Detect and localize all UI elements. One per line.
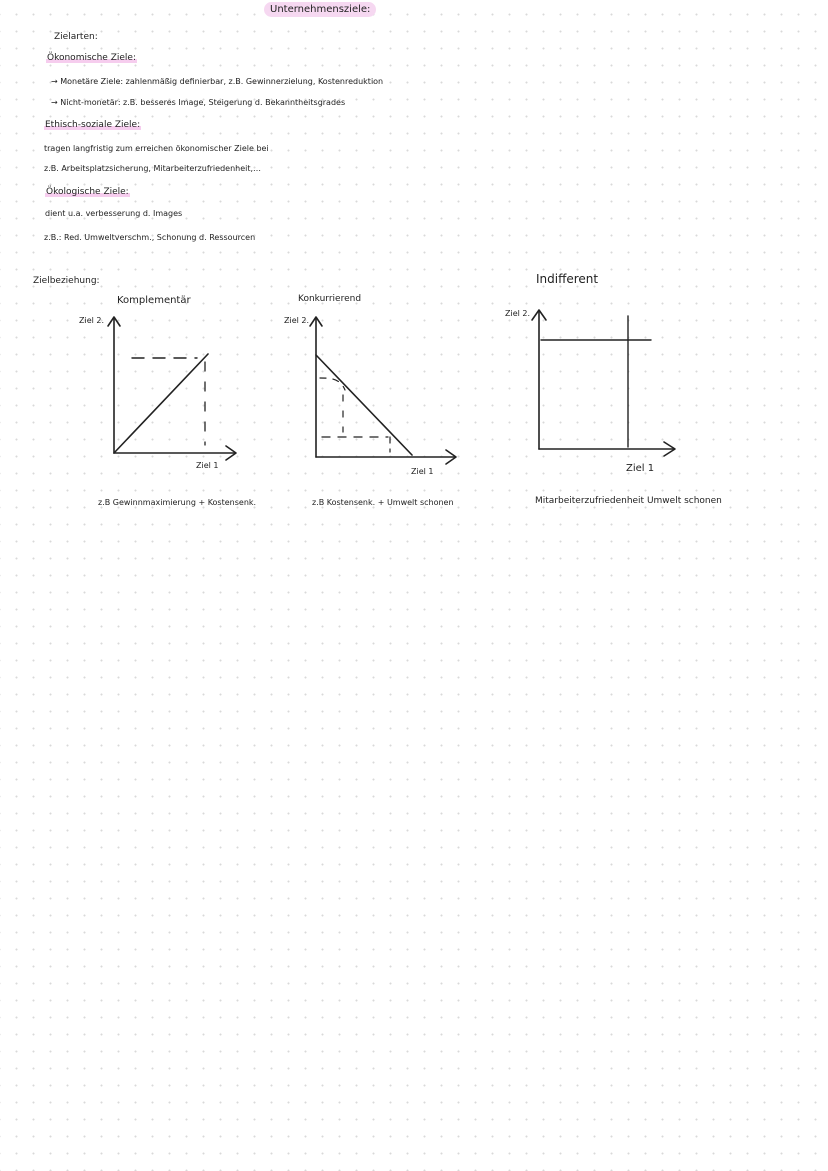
zielbeziehung-heading: Zielbeziehung: <box>33 276 100 286</box>
oekologische-ziele-heading: Ökologische Ziele: <box>46 187 129 197</box>
oekonomische-ziele-heading: Ökonomische Ziele: <box>47 53 136 63</box>
graph-indifferent-y-label: Ziel 2. <box>505 309 531 318</box>
graph-komplementaer-y-label: Ziel 2. <box>79 316 105 325</box>
graph-konkurrierend-x-label: Ziel 1 <box>411 467 434 476</box>
oekologisch-line-1: dient u.a. verbesserung d. Images <box>45 209 183 218</box>
graph-konkurrierend-y-label: Ziel 2. <box>284 316 310 325</box>
nicht-monetaere-ziele-item: → Nicht-monetär: z.B. besseres Image, Steigerung d. Bekanntheitsgrades <box>51 98 346 107</box>
graph-konkurrierend-title: Konkurrierend <box>298 294 362 304</box>
oekologisch-line-2: z.B.: Red. Umweltverschm., Schonung d. Ressourcen <box>44 233 256 242</box>
monetaere-ziele-item: → Monetäre Ziele: zahlenmäßig definierbar, z.B. Gewinnerzielung, Kostenreduktion <box>51 77 384 86</box>
ethisch-soziale-ziele-heading: Ethisch-soziale Ziele: <box>45 120 141 130</box>
graph-indifferent-title: Indifferent <box>536 272 599 286</box>
zielarten-heading: Zielarten: <box>54 32 98 42</box>
graph-indifferent-example: Mitarbeiterzufriedenheit Umwelt schonen <box>535 496 722 506</box>
graph-komplementaer-x-label: Ziel 1 <box>196 461 219 470</box>
ethisch-line-1: tragen langfristig zum erreichen ökonomischer Ziele bei <box>44 144 269 153</box>
page-title: Unternehmensziele: <box>264 2 376 17</box>
graph-komplementaer-example: z.B Gewinnmaximierung + Kostensenk. <box>98 498 257 507</box>
graph-konkurrierend-example: z.B Kostensenk. + Umwelt schonen <box>312 498 454 507</box>
ethisch-line-2: z.B. Arbeitsplatzsicherung, Mitarbeiterzufriedenheit,… <box>44 164 262 173</box>
graph-komplementaer-title: Komplementär <box>117 295 191 306</box>
graph-indifferent-x-label: Ziel 1 <box>626 463 655 474</box>
